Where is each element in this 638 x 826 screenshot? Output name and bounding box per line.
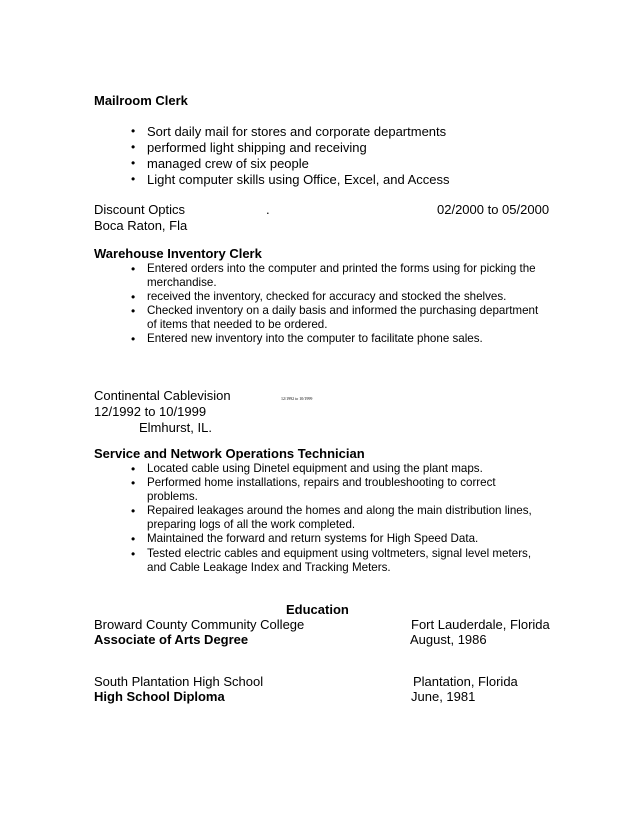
job2-dates: 02/2000 to 05/2000 (437, 202, 550, 217)
bullet-icon: • (131, 547, 136, 561)
job3-title: Service and Network Operations Technician (94, 446, 365, 461)
job3-dates: 12/1992 to 10/1999 (94, 404, 207, 419)
bullet-icon: • (131, 262, 136, 276)
school-1-location: Fort Lauderdale, Florida (411, 617, 550, 632)
bullet-icon: • (131, 172, 136, 186)
school-2-degree: High School Diploma (94, 689, 225, 704)
job3-bullet-3-line-2: preparing logs of all the work completed. (147, 518, 356, 531)
school-1-degree: Associate of Arts Degree (94, 632, 249, 647)
job2-bullet-3-line-1: Checked inventory on a daily basis and informed the purchasing department (147, 304, 539, 317)
job3-bullet-2-line-2: problems. (147, 490, 198, 503)
school-2-location: Plantation, Florida (413, 674, 518, 689)
school-2-date: June, 1981 (411, 689, 476, 704)
job2-bullet-3-line-2: of items that needed to be ordered. (147, 318, 328, 331)
job3-tiny-dates: 12/1992 to 10/1999 (281, 396, 313, 401)
job2-bullet-4: Entered new inventory into the computer to facilitate phone sales. (147, 332, 483, 345)
job2-title: Warehouse Inventory Clerk (94, 246, 262, 261)
school-2-name: South Plantation High School (94, 674, 264, 689)
job3-company: Continental Cablevision (94, 388, 231, 403)
bullet-icon: • (131, 140, 136, 154)
job3-bullet-1: Located cable using Dinetel equipment and using the plant maps. (147, 462, 483, 475)
school-1-date: August, 1986 (410, 632, 487, 647)
school-1-name: Broward County Community College (94, 617, 305, 632)
bullet-icon: • (131, 504, 136, 518)
job3-bullet-5-line-2: and Cable Leakage Index and Tracking Meters. (147, 561, 391, 574)
job2-separator: . (266, 202, 270, 217)
bullet-icon: • (131, 124, 136, 138)
bullet-icon: • (131, 304, 136, 318)
job3-bullet-5-line-1: Tested electric cables and equipment using voltmeters, signal level meters, (147, 547, 532, 560)
job3-bullet-4: Maintained the forward and return systems for High Speed Data. (147, 532, 479, 545)
job3-bullet-3-line-1: Repaired leakages around the homes and along the main distribution lines, (147, 504, 532, 517)
education-heading: Education (286, 602, 349, 617)
job3-location: Elmhurst, IL. (139, 420, 212, 435)
job2-bullet-2: received the inventory, checked for accuracy and stocked the shelves. (147, 290, 507, 303)
bullet-icon: • (131, 290, 136, 304)
job1-title: Mailroom Clerk (94, 93, 188, 108)
bullet-icon: • (131, 532, 136, 546)
job1-bullet-2: performed light shipping and receiving (147, 140, 367, 155)
job3-bullet-2-line-1: Performed home installations, repairs and troubleshooting to correct (147, 476, 496, 489)
job2-company: Discount Optics (94, 202, 186, 217)
job2-location: Boca Raton, Fla (94, 218, 188, 233)
bullet-icon: • (131, 156, 136, 170)
bullet-icon: • (131, 332, 136, 346)
bullet-icon: • (131, 462, 136, 476)
bullet-icon: • (131, 476, 136, 490)
job2-bullet-1-line-2: merchandise. (147, 276, 217, 289)
job1-bullet-1: Sort daily mail for stores and corporate departments (147, 124, 447, 139)
job1-bullet-3: managed crew of six people (147, 156, 309, 171)
job1-bullet-4: Light computer skills using Office, Excel, and Access (147, 172, 450, 187)
job2-bullet-1-line-1: Entered orders into the computer and printed the forms using for picking the (147, 262, 536, 275)
